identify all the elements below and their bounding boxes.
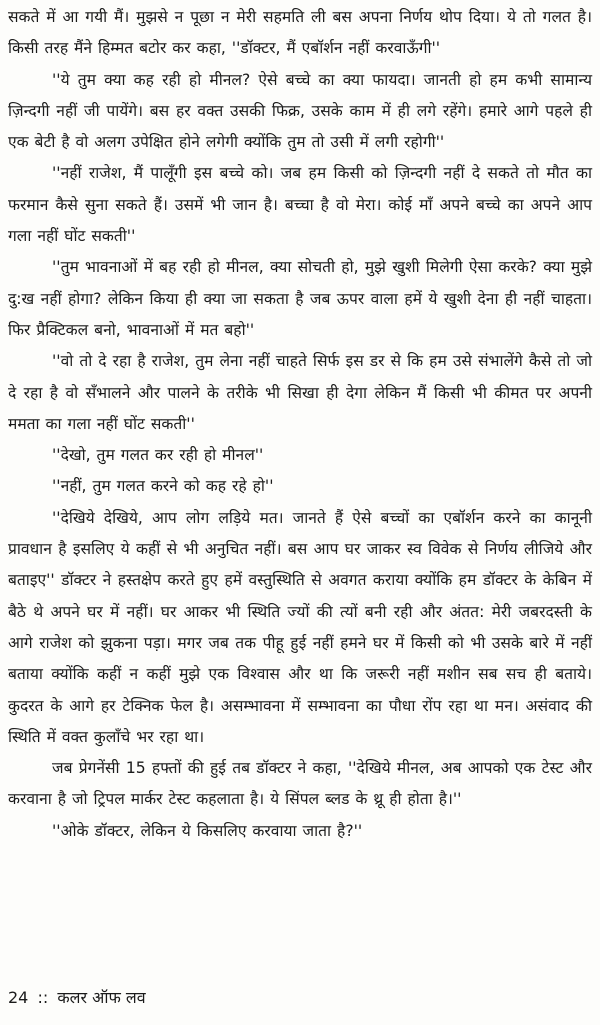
page-footer: [8, 987, 146, 1009]
paragraph-3: ''नहीं राजेश, मैं पालूँगी इस बच्चे को। जब हम किसी को ज़िन्दगी नहीं दे सकते तो मौत का फरमान कैसे सुना सकते हैं। उसमें भी जान है। बच्चा है वो मेरा। कोई माँ अपने बच्चे का अपने आप गला नहीं घोंट सकती'': [8, 164, 592, 246]
page-number: 24: [8, 988, 29, 1007]
paragraph-7: ''नहीं, तुम गलत करने को कह रहे हो'': [52, 477, 274, 496]
paragraph-2: ''ये तुम क्या कह रही हो मीनल? ऐसे बच्चे का क्या फायदा। जानती हो हम कभी सामान्य ज़िन्दगी नहीं जी पायेंगे। बस हर वक्त उसकी फिक्र, उसके काम में ही लगे रहेंगे। हमारे आगे पहले ही एक बेटी है वो अलग उपेक्षित होने लगेगी क्योंकि तुम तो उसी में लगी रहोगी'': [8, 70, 592, 152]
paragraph-6: ''देखो, तुम गलत कर रही हो मीनल'': [52, 446, 264, 465]
paragraph-5: ''वो तो दे रहा है राजेश, तुम लेना नहीं चाहते सिर्फ इस डर से कि हम उसे संभालेंगे कैसे तो जो दे रहा है वो सँभालने और पालने के तरीके भी सिखा ही देगा लेकिन मैं किसी भी कीमत पर अपनी ममता का गला नहीं घोंट सकती'': [8, 352, 592, 433]
paragraph-8: ''देखिये देखिये, आप लोग लड़िये मत। जानते हैं ऐसे बच्चों का एबॉर्शन करने का कानूनी प्रावधान है इसलिए ये कहीं से भी अनुचित नहीं। बस आप घर जाकर स्व विवेक से निर्णय लीजिये और बताइए'' डॉक्टर ने हस्तक्षेप करते हुए हमें वस्तुस्थिति से अवगत कराया क्योंकि हम डॉक्टर के केबिन में बैठे थे अपने घर में नहीं। घर आकर भी स्थिति ज्यों की त्यों बनी रही और अंतत: मेरी जबरदस्ती के आगे राजेश को झुकना पड़ा। मगर जब तक पीहू हुई नहीं हमने घर में किसी को भी उसके बारे में नहीं बताया क्योंकि कहीं न कहीं मुझे एक विश्वास और था कि जरूरी नहीं मशीन सब सच ही बताये। कुदरत के आगे हर टेक्निक फेल है। असम्भावना में सम्भावना का पौधा रोंप रहा था मन। असंवाद की स्थिति में वक्त कुलाँचे भर रहा था।: [8, 508, 592, 746]
body-text: [8, 2, 592, 847]
paragraph-4: ''तुम भावनाओं में बह रही हो मीनल, क्या सोचती हो, मुझे खुशी मिलेगी ऐसा करके? क्या मुझे दु:ख नहीं होगा? लेकिन किया ही क्या जा सकता है जब ऊपर वाला हमें ये खुशी देना ही नहीं चाहता। फिर प्रैक्टिकल बनो, भावनाओं में मत बहो'': [8, 258, 592, 339]
footer-separator: ::: [37, 988, 49, 1007]
paragraph-10: ''ओके डॉक्टर, लेकिन ये किसलिए करवाया जाता है?'': [52, 821, 363, 840]
book-title: कलर ऑफ लव: [57, 988, 146, 1007]
paragraph-1: सकते में आ गयी मैं। मुझसे न पूछा न मेरी सहमति ली बस अपना निर्णय थोप दिया। ये तो गलत है। किसी तरह मैंने हिम्मत बटोर कर कहा, ''डॉक्टर, मैं एबॉर्शन नहीं करवाऊँगी'': [8, 8, 592, 58]
paragraph-9: जब प्रेगनेंसी 15 हफ्तों की हुई तब डॉक्टर ने कहा, ''देखिये मीनल, अब आपको एक टेस्ट और करवाना है जो ट्रिपल मार्कर टेस्ट कहलाता है। ये सिंपल ब्लड के थ्रू ही होता है।'': [8, 759, 592, 809]
